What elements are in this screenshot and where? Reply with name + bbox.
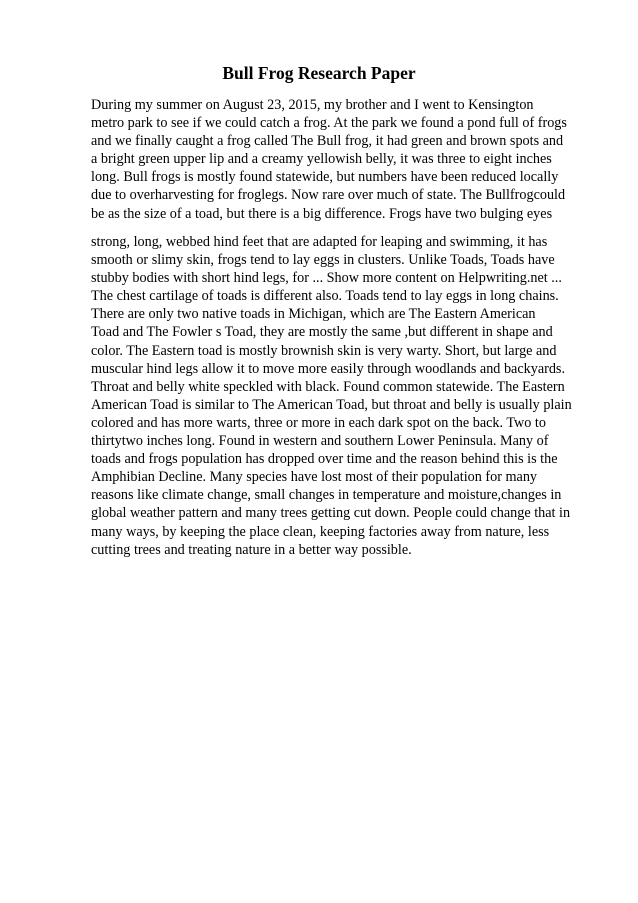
text-line: toads and frogs population has dropped over time and the reason behind this is the: [91, 451, 558, 468]
text-line: stubby bodies with short hind legs, for ... Show more content on Helpwriting.net ...: [91, 270, 562, 287]
text-line: a bright green upper lip and a creamy yellowish belly, it was three to eight inches: [91, 151, 552, 168]
text-line: Toad and The Fowler s Toad, they are mostly the same ,but different in shape and: [91, 324, 553, 341]
text-line: During my summer on August 23, 2015, my brother and I went to Kensington: [91, 97, 534, 113]
text-line: American Toad is similar to The American Toad, but throat and belly is usually plain: [91, 396, 572, 413]
text-line: be as the size of a toad, but there is a big difference. Frogs have two bulging eyes: [91, 205, 553, 222]
text-line: color. The Eastern toad is mostly brownish skin is very warty. Short, but large and: [91, 342, 557, 359]
text-line: metro park to see if we could catch a frog. At the park we found a pond full of frogs: [91, 115, 567, 132]
text-line: due to overharvesting for froglegs. Now rare over much of state. The Bullfrogcould: [91, 187, 566, 204]
text-line: global weather pattern and many trees getting cut down. People could change that in: [91, 505, 571, 522]
text-line: colored and has more warts, three or more in each dark spot on the back. Two to: [91, 414, 546, 431]
text-line: Amphibian Decline. Many species have lost most of their population for many: [91, 469, 538, 486]
text-line: smooth or slimy skin, frogs tend to lay eggs in clusters. Unlike Toads, Toads have: [91, 252, 555, 269]
text-line: muscular hind legs allow it to move more easily through woodlands and backyards.: [91, 360, 565, 377]
paragraph-2: [91, 233, 601, 559]
text-line: many ways, by keeping the place clean, keeping factories away from nature, less: [91, 523, 550, 540]
text-line: strong, long, webbed hind feet that are adapted for leaping and swimming, it has: [91, 234, 548, 250]
text-line: and we finally caught a frog called The Bull frog, it had green and brown spots and: [91, 133, 564, 150]
text-line: The chest cartilage of toads is different also. Toads tend to lay eggs in long chains.: [91, 288, 559, 305]
text-line: reasons like climate change, small changes in temperature and moisture,changes in: [91, 487, 562, 504]
text-line: Throat and belly white speckled with black. Found common statewide. The Eastern: [91, 378, 565, 395]
text-line: There are only two native toads in Michigan, which are The Eastern American: [91, 306, 536, 323]
paragraph-1: [91, 96, 601, 223]
text-line: long. Bull frogs is mostly found statewide, but numbers have been reduced locally: [91, 169, 559, 186]
text-line: thirtytwo inches long. Found in western and southern Lower Peninsula. Many of: [91, 433, 549, 450]
text-line: cutting trees and treating nature in a better way possible.: [91, 541, 412, 558]
document-title: Bull Frog Research Paper: [222, 63, 416, 83]
